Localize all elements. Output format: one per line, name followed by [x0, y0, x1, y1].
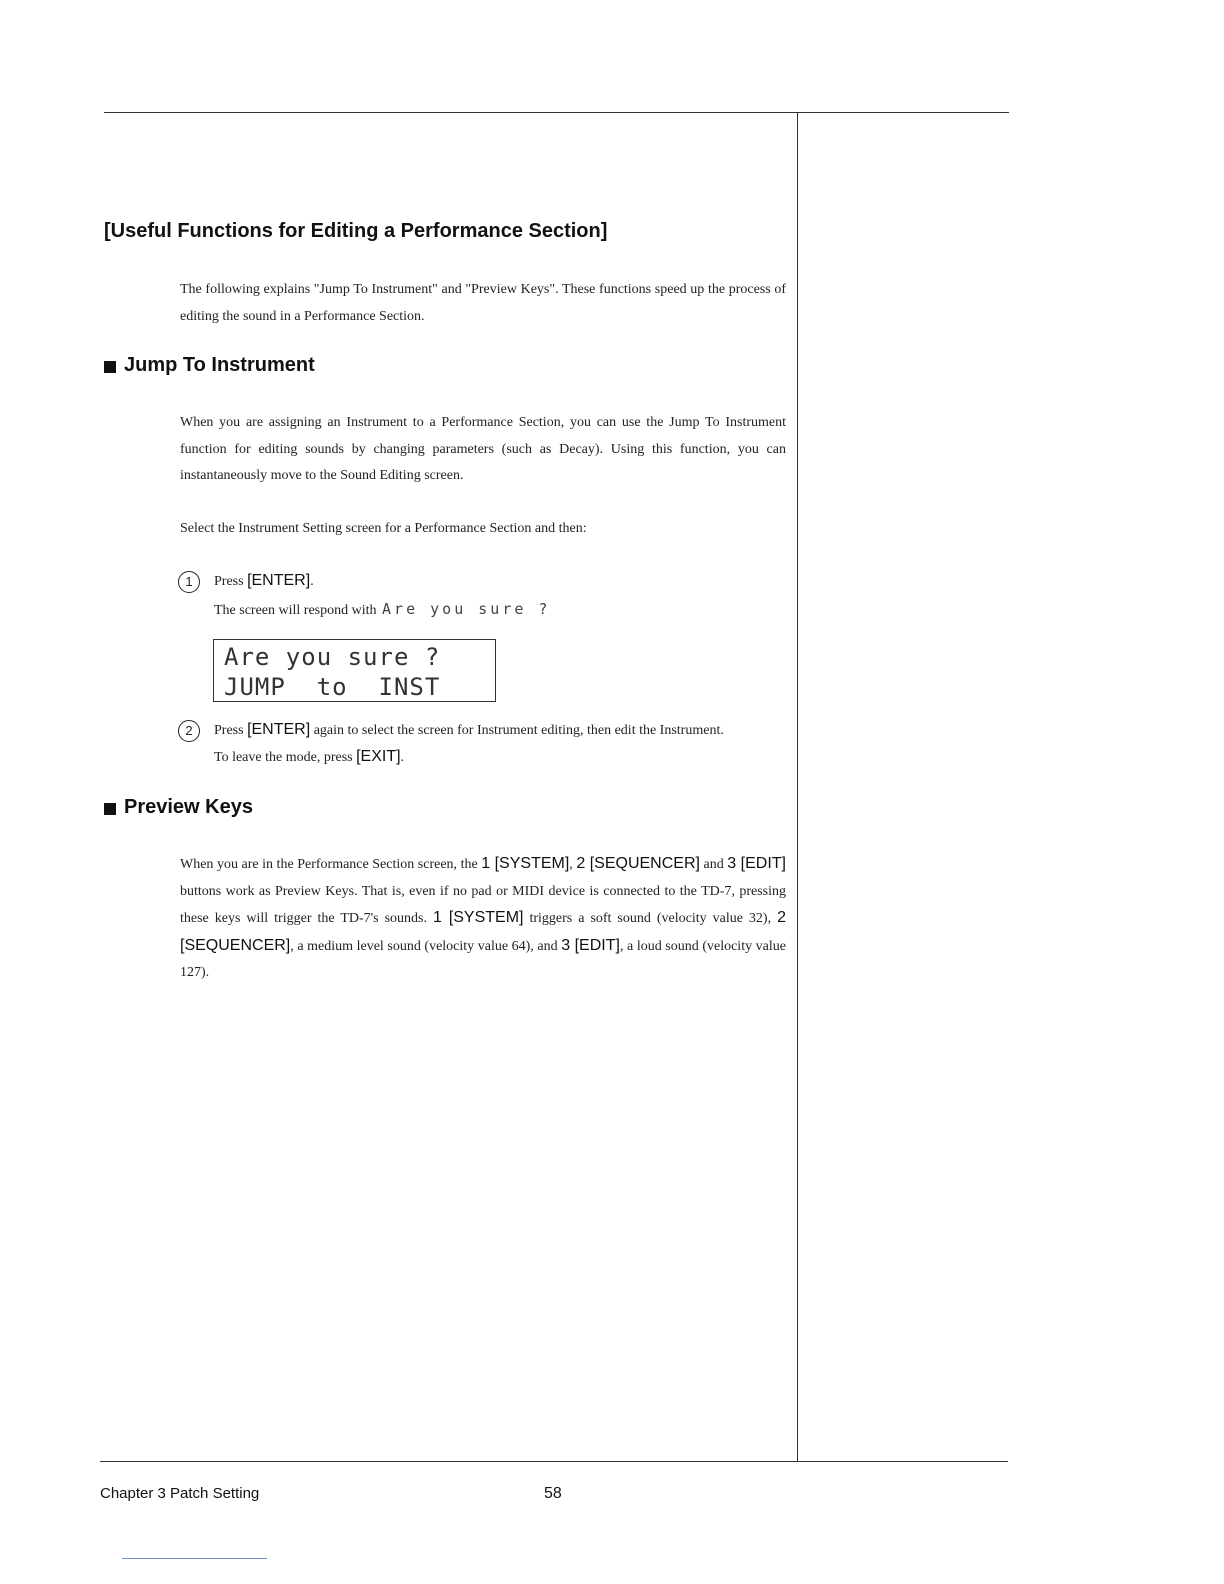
scan-mark [122, 1558, 267, 1559]
bottom-rule [100, 1461, 1008, 1462]
step-2 [178, 720, 724, 742]
step-1-response-text: The screen will respond with [214, 603, 377, 618]
preview-paragraph [180, 851, 786, 987]
enter-button-ref: [ENTER] [247, 572, 311, 590]
step-2-leave-post: . [400, 750, 405, 765]
step-2-number: 2 [178, 720, 200, 742]
jump-instruction: Select the Instrument Setting screen for a Performance Section and then: [180, 521, 587, 536]
footer-chapter: Chapter 3 Patch Setting [100, 1485, 260, 1502]
jump-heading-text: Jump To Instrument [124, 354, 315, 376]
preview-text-5: triggers a soft sound (velocity value 32), [523, 911, 778, 926]
inline-lcd-text: Are you sure ? [382, 600, 551, 618]
preview-text-1: When you are in the Performance Section screen, the [180, 857, 482, 872]
edit-button-ref-2: 3 [EDIT] [561, 936, 620, 954]
enter-button-ref-2: [ENTER] [247, 721, 311, 739]
preview-heading-text: Preview Keys [124, 796, 253, 818]
page-number: 58 [544, 1485, 562, 1502]
step-2-post: again to select the screen for Instrument editing, then edit the Instrument. [310, 723, 724, 739]
preview-text-7: , a loud sound (velocity value 127). [180, 938, 786, 980]
lcd-line-1: Are you sure ? [224, 643, 441, 671]
preview-keys-heading [104, 796, 253, 819]
step-2-leave-pre: To leave the mode, press [214, 750, 357, 765]
step-1-post: . [310, 574, 314, 590]
system-button-ref-2: 1 [SYSTEM] [432, 909, 524, 926]
sequencer-button-ref: 2 [SEQUENCER] [576, 855, 700, 872]
step-2-pre: Press [214, 723, 248, 739]
lcd-display [213, 639, 496, 702]
square-bullet-icon [104, 803, 116, 815]
step-1-pre: Press [214, 574, 248, 590]
square-bullet-icon [104, 361, 116, 373]
preview-text-6: , a medium level sound (velocity value 64), and [290, 938, 562, 954]
sequencer-button-ref-2: 2 [SEQUENCER] [180, 909, 786, 954]
jump-paragraph: When you are assigning an Instrument to a Performance Section, you can use the Jump To Instrument function for editing sounds by changing parameters (such as Decay). Using this function, you can instantaneously move to the Sound Editing screen. [180, 415, 786, 483]
step-1 [178, 571, 314, 593]
page-title: [Useful Functions for Editing a Performance Section] [104, 220, 608, 242]
step-1-response [214, 600, 550, 619]
lcd-line-2: JUMP to INST [224, 673, 441, 701]
step-2-leave [214, 748, 404, 766]
top-rule [104, 112, 1009, 113]
margin-rule [797, 112, 798, 1461]
intro-paragraph: The following explains "Jump To Instrument" and "Preview Keys". These functions speed up the process of editing the sound in a Performance Section. [180, 282, 786, 324]
exit-button-ref: [EXIT] [356, 748, 401, 765]
edit-button-ref: 3 [EDIT] [727, 855, 786, 872]
preview-text-3: and [699, 857, 728, 872]
preview-text-2: , [569, 857, 577, 872]
step-1-number: 1 [178, 571, 200, 593]
preview-text-4: buttons work as Preview Keys. That is, even if no pad or MIDI device is connected to the TD-7, pressing these keys will trigger the TD-7's sounds. [180, 883, 786, 926]
jump-to-instrument-heading [104, 354, 315, 377]
system-button-ref: 1 [SYSTEM] [481, 855, 570, 872]
